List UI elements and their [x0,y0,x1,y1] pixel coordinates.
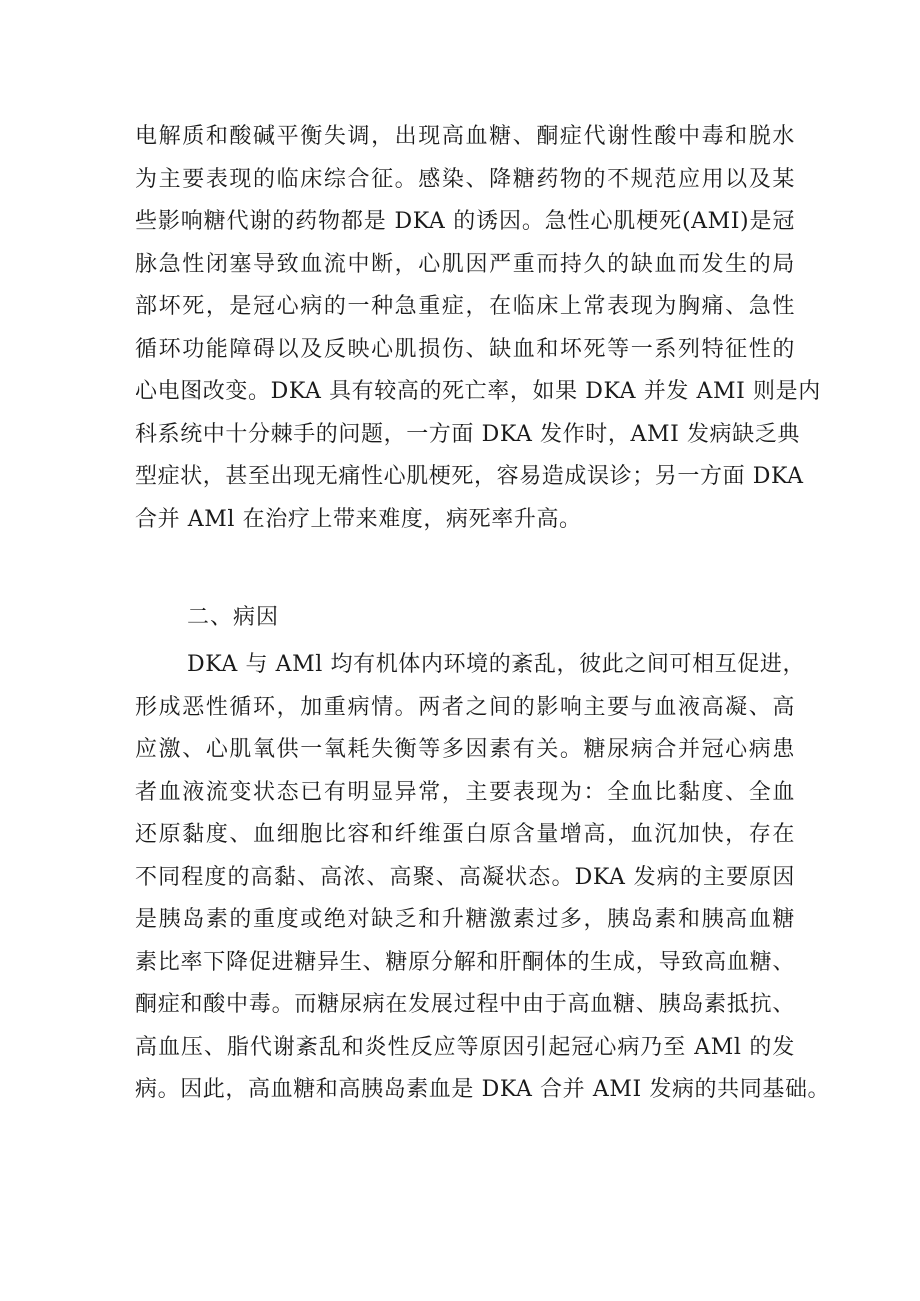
text-line: 循环功能障碍以及反映心肌损伤、缺血和坏死等一系列特征性的 [135,336,795,362]
text-line: DKA 与 AMl 均有机体内环境的紊乱，彼此之间可相互促进， [187,652,806,677]
text-line: 应激、心肌氧供一氧耗失衡等多因素有关。糖尿病合并冠心病患 [135,737,795,762]
text-line: 不同程度的高黏、高浓、高聚、高凝状态。DKA 发病的主要原因 [135,864,795,890]
text-line: 为主要表现的临床综合征。感染、降糖药物的不规范应用以及某 [135,166,795,192]
text-line: 合并 AMl 在治疗上带来难度，病死率升高。 [135,506,582,532]
paragraph-etiology [135,644,831,1112]
text-line: 形成恶性循环，加重病情。两者之间的影响主要与血液高凝、高 [135,694,795,720]
text-line: 还原黏度、血细胞比容和纤维蛋白原含量增高，血沉加快，存在 [135,822,795,847]
paragraph-intro [135,116,821,541]
text-line: 脉急性闭塞导致血流中断，心肌因严重而持久的缺血而发生的局 [135,251,795,277]
text-line: 电解质和酸碱平衡失调，出现高血糖、酮症代谢性酸中毒和脱水 [135,124,795,149]
text-line: 些影响糖代谢的药物都是 DKA 的诱因。急性心肌梗死(AMI)是冠 [135,209,795,234]
text-line: 科系统中十分棘手的问题，一方面 DKA 发作时，AMI 发病缺乏典 [135,421,800,447]
text-line: 部坏死，是冠心病的一种急重症，在临床上常表现为胸痛、急性 [135,294,795,319]
text-line: 型症状，甚至出现无痛性心肌梗死，容易造成误诊；另一方面 DKA [135,464,804,489]
text-line: 高血压、脂代谢紊乱和炎性反应等原因引起冠心病乃至 AMl 的发 [135,1034,795,1060]
section-heading: 二、病因 [187,605,280,630]
text-line: 是胰岛素的重度或绝对缺乏和升糖激素过多，胰岛素和胰高血糖 [135,907,795,932]
text-line: 病。因此，高血糖和高胰岛素血是 DKA 合并 AMI 发病的共同基础。 [135,1077,831,1102]
text-line: 素比率下降促进糖异生、糖原分解和肝酮体的生成，导致高血糖、 [135,949,795,975]
text-line: 心电图改变。DKA 具有较高的死亡率，如果 DKA 并发 AMI 则是内 [135,379,821,404]
text-line: 者血液流变状态已有明显异常，主要表现为：全血比黏度、全血 [135,779,795,805]
text-line: 酮症和酸中毒。而糖尿病在发展过程中由于高血糖、胰岛素抵抗、 [135,992,795,1017]
